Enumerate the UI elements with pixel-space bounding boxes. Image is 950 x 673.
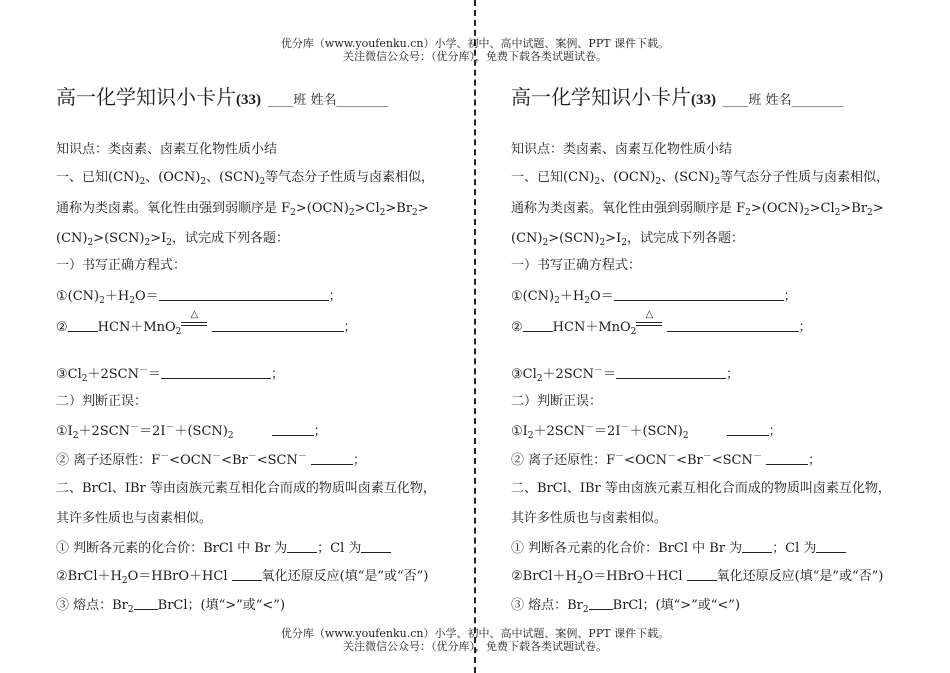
- text-fragment: 2: [81, 374, 88, 384]
- text-fragment: ，试完成下列各题：: [171, 231, 289, 246]
- text-fragment: ② 离子还原性：F: [511, 453, 616, 468]
- judge-2: [56, 452, 366, 469]
- text-fragment: 2: [175, 327, 182, 337]
- answer-blank[interactable]: [161, 366, 271, 379]
- answer-blank[interactable]: [616, 366, 726, 379]
- text-fragment: ；: [768, 424, 782, 439]
- text-fragment: >: [872, 201, 884, 216]
- text-fragment: 通称为类卤素。氧化性由强到弱顺序是 F: [56, 201, 291, 216]
- text-fragment: 2: [542, 238, 549, 248]
- equation-2: [56, 309, 357, 337]
- judge-2: [511, 452, 821, 469]
- text-fragment: ＝: [603, 367, 617, 382]
- text-fragment: －: [620, 423, 630, 433]
- text-fragment: ；: [726, 367, 740, 382]
- text-fragment: 2: [682, 431, 689, 441]
- text-fragment: 2: [867, 208, 873, 218]
- question-1: [511, 540, 846, 557]
- cut-line-divider: [474, 0, 476, 673]
- text-fragment: <OCN: [169, 453, 213, 468]
- text-fragment: <SCN: [256, 453, 298, 468]
- text-fragment: －: [752, 452, 762, 462]
- text-fragment: 2: [379, 208, 386, 218]
- interhalogen-intro-2: 其许多性质也与卤素相似。: [56, 511, 213, 526]
- text-fragment: ③Cl: [511, 367, 537, 382]
- text-fragment: ＋(SCN): [629, 424, 683, 439]
- text-fragment: ③ 熔点：Br: [511, 598, 583, 613]
- text-fragment: 2: [803, 208, 810, 218]
- heat-condition-icon: [636, 309, 662, 333]
- text-fragment: >Br: [840, 201, 868, 216]
- question-2: [511, 568, 883, 585]
- question-3: [511, 597, 740, 614]
- text-fragment: (CN): [511, 231, 543, 246]
- interhalogen-intro-1: 二、BrCl、IBr 等由卤族元素互相化合而成的物质叫卤素互化物，: [511, 481, 891, 496]
- text-fragment: ；: [343, 320, 357, 335]
- text-fragment: >Cl: [354, 201, 380, 216]
- text-fragment: 2: [99, 296, 105, 306]
- text-fragment: 、(OCN): [145, 170, 201, 185]
- intro-line-1: [56, 170, 434, 186]
- answer-blank[interactable]: [589, 597, 613, 610]
- text-fragment: 2: [129, 296, 135, 306]
- text-fragment: －: [139, 366, 149, 376]
- text-fragment: 一、已知(CN): [56, 170, 140, 185]
- text-fragment: <Br: [221, 453, 248, 468]
- text-fragment: ②: [56, 320, 68, 335]
- text-fragment: ；Cl 为: [317, 541, 362, 556]
- text-fragment: 等气态分子性质与卤素相似，: [720, 170, 890, 185]
- text-fragment: △: [190, 309, 199, 320]
- text-fragment: >: [417, 201, 429, 216]
- text-fragment: ＝2I: [594, 424, 621, 439]
- text-fragment: ＋2SCN: [542, 367, 594, 382]
- text-fragment: 一、已知(CN): [511, 170, 595, 185]
- text-fragment: 、(OCN): [600, 170, 656, 185]
- interhalogen-intro-1: 二、BrCl、IBr 等由卤族元素互相化合而成的物质叫卤素互化物，: [56, 481, 436, 496]
- answer-blank[interactable]: [232, 568, 262, 581]
- text-fragment: ；: [783, 289, 797, 304]
- text-fragment: ＋2SCN: [87, 367, 139, 382]
- answer-blank[interactable]: [766, 452, 808, 465]
- text-fragment: BrCl；(填“>”或“<”): [612, 598, 741, 613]
- text-fragment: －: [585, 423, 595, 433]
- equation-3: [511, 366, 739, 383]
- text-fragment: ；Cl 为: [772, 541, 817, 556]
- text-fragment: 2: [584, 296, 590, 306]
- answer-blank[interactable]: [727, 423, 769, 436]
- section-1-heading: 一）书写正确方程式：: [56, 258, 187, 273]
- answer-blank[interactable]: [159, 288, 329, 301]
- text-fragment: 通称为类卤素。氧化性由强到弱顺序是 F: [511, 201, 746, 216]
- text-fragment: 2: [72, 431, 79, 441]
- text-fragment: 2: [621, 238, 627, 248]
- name-class-field: ____班 姓名________: [267, 93, 389, 108]
- answer-blank[interactable]: [361, 540, 391, 553]
- answer-blank[interactable]: [134, 597, 158, 610]
- text-fragment: <OCN: [624, 453, 668, 468]
- text-fragment: 2: [227, 431, 234, 441]
- banner-line-2: 关注微信公众号：（优分库），免费下载各类试题试卷。: [343, 640, 607, 653]
- text-fragment: ＋2SCN: [533, 424, 586, 439]
- text-fragment: －: [165, 423, 175, 433]
- text-fragment: 氧化还原反应(填“是”或“否”): [716, 569, 884, 584]
- equation-2: [511, 309, 812, 337]
- text-fragment: ①(CN): [56, 289, 100, 304]
- answer-blank[interactable]: [523, 319, 553, 332]
- text-fragment: >(OCN): [750, 201, 804, 216]
- text-fragment: ＋H: [559, 289, 585, 304]
- intro-line-3: [511, 231, 744, 247]
- text-fragment: 2: [599, 238, 606, 248]
- text-fragment: >Br: [385, 201, 413, 216]
- name-class-field: ____班 姓名________: [722, 93, 844, 108]
- text-fragment: 等气态分子性质与卤素相似，: [265, 170, 435, 185]
- answer-blank[interactable]: [68, 319, 98, 332]
- text-fragment: >(OCN): [295, 201, 349, 216]
- text-fragment: (CN): [56, 231, 88, 246]
- heat-condition-icon: [181, 309, 207, 333]
- question-3: [56, 597, 285, 614]
- knowledge-point: 知识点：类卤素、卤素互化物性质小结: [56, 142, 278, 157]
- intro-line-2: [511, 201, 884, 217]
- text-fragment: ③Cl: [56, 367, 82, 382]
- text-fragment: －: [594, 366, 604, 376]
- text-fragment: ②: [511, 320, 523, 335]
- text-fragment: 2: [87, 238, 94, 248]
- banner-line-1: 优分库（www.youfenku.cn）小学、初中、高中试题、案例、PPT 课件下载。: [280, 627, 670, 640]
- judge-1: [511, 423, 782, 440]
- text-fragment: 2: [139, 177, 146, 187]
- intro-line-1: [511, 170, 889, 186]
- text-fragment: >(SCN): [93, 231, 145, 246]
- text-fragment: －: [130, 423, 140, 433]
- text-fragment: O＝: [134, 289, 159, 304]
- banner-line-2: 关注微信公众号：（优分库），免费下载各类试题试卷。: [343, 50, 607, 63]
- text-fragment: ③ 熔点：Br: [56, 598, 128, 613]
- text-fragment: －: [667, 452, 677, 462]
- text-fragment: 2: [348, 208, 355, 218]
- answer-blank[interactable]: [311, 452, 353, 465]
- text-fragment: 2: [259, 177, 266, 187]
- text-fragment: BrCl；(填“>”或“<”): [157, 598, 286, 613]
- section-2-heading: 二）判断正误：: [511, 394, 603, 409]
- footer-banner: [0, 627, 950, 653]
- equation-3: [56, 366, 284, 383]
- text-fragment: ；: [798, 320, 812, 335]
- text-fragment: ，试完成下列各题：: [626, 231, 744, 246]
- card-title: [56, 84, 389, 114]
- text-fragment: ① 判断各元素的化合价：BrCl 中 Br 为: [511, 541, 743, 556]
- text-fragment: 2: [536, 374, 543, 384]
- text-fragment: ；: [808, 453, 822, 468]
- text-fragment: ；: [271, 367, 285, 382]
- text-fragment: O＝HBrO＋HCl: [582, 569, 683, 584]
- text-fragment: >I: [150, 231, 167, 246]
- answer-blank[interactable]: [287, 540, 317, 553]
- text-fragment: ＝2I: [139, 424, 166, 439]
- text-fragment: ②BrCl＋H: [56, 569, 122, 584]
- text-fragment: ① 判断各元素的化合价：BrCl 中 Br 为: [56, 541, 288, 556]
- text-fragment: 2: [527, 431, 534, 441]
- text-fragment: 2: [127, 605, 134, 615]
- text-fragment: 2: [144, 238, 151, 248]
- text-fragment: 2: [582, 605, 589, 615]
- text-fragment: ①I: [56, 424, 73, 439]
- text-fragment: HCN＋MnO: [97, 320, 176, 335]
- answer-blank[interactable]: [272, 423, 314, 436]
- text-fragment: 2: [121, 576, 128, 586]
- text-fragment: 2: [290, 208, 296, 218]
- text-fragment: ；: [313, 424, 327, 439]
- text-fragment: >I: [605, 231, 622, 246]
- text-fragment: 2: [200, 177, 207, 187]
- answer-blank[interactable]: [742, 540, 772, 553]
- text-fragment: 高一化学知识小卡片: [511, 85, 691, 109]
- text-fragment: 、(SCN): [661, 170, 715, 185]
- text-fragment: 2: [594, 177, 601, 187]
- text-fragment: (33): [236, 92, 261, 108]
- text-fragment: O＝: [589, 289, 614, 304]
- section-1-heading: 一）书写正确方程式：: [511, 258, 642, 273]
- text-fragment: －: [160, 452, 170, 462]
- answer-blank[interactable]: [212, 319, 344, 332]
- text-fragment: 2: [630, 327, 637, 337]
- text-fragment: ＋H: [104, 289, 130, 304]
- text-fragment: (33): [691, 92, 716, 108]
- text-fragment: ①I: [511, 424, 528, 439]
- text-fragment: 2: [554, 296, 560, 306]
- interhalogen-intro-2: 其许多性质也与卤素相似。: [511, 511, 668, 526]
- text-fragment: <SCN: [711, 453, 753, 468]
- text-fragment: －: [212, 452, 222, 462]
- text-fragment: 2: [576, 576, 583, 586]
- text-fragment: 2: [412, 208, 418, 218]
- banner-line-1: 优分库（www.youfenku.cn）小学、初中、高中试题、案例、PPT 课件下载。: [280, 37, 670, 50]
- intro-line-2: [56, 201, 429, 217]
- section-2-heading: 二）判断正误：: [56, 394, 148, 409]
- text-fragment: O＝HBrO＋HCl: [127, 569, 228, 584]
- text-fragment: 氧化还原反应(填“是”或“否”): [261, 569, 429, 584]
- text-fragment: △: [645, 309, 654, 320]
- answer-blank[interactable]: [614, 288, 784, 301]
- judge-1: [56, 423, 327, 440]
- text-fragment: －: [702, 452, 712, 462]
- text-fragment: 高一化学知识小卡片: [56, 85, 236, 109]
- text-fragment: 2: [745, 208, 751, 218]
- text-fragment: >Cl: [809, 201, 835, 216]
- text-fragment: －: [247, 452, 257, 462]
- question-1: [56, 540, 391, 557]
- text-fragment: ＋(SCN): [174, 424, 228, 439]
- question-2: [56, 568, 428, 585]
- text-fragment: <Br: [676, 453, 703, 468]
- text-fragment: >(SCN): [548, 231, 600, 246]
- text-fragment: 2: [834, 208, 841, 218]
- knowledge-point: 知识点：类卤素、卤素互化物性质小结: [511, 142, 733, 157]
- text-fragment: 2: [714, 177, 721, 187]
- answer-blank[interactable]: [687, 568, 717, 581]
- text-fragment: ；: [353, 453, 367, 468]
- text-fragment: ② 离子还原性：F: [56, 453, 161, 468]
- text-fragment: －: [615, 452, 625, 462]
- text-fragment: ②BrCl＋H: [511, 569, 577, 584]
- card-title: [511, 84, 844, 114]
- text-fragment: －: [297, 452, 307, 462]
- answer-blank[interactable]: [816, 540, 846, 553]
- text-fragment: 2: [655, 177, 662, 187]
- answer-blank[interactable]: [667, 319, 799, 332]
- equation-1: [56, 288, 342, 305]
- text-fragment: ＋2SCN: [78, 424, 131, 439]
- text-fragment: ＝: [148, 367, 162, 382]
- text-fragment: 2: [166, 238, 172, 248]
- text-fragment: ；: [328, 289, 342, 304]
- text-fragment: 、(SCN): [206, 170, 260, 185]
- text-fragment: HCN＋MnO: [552, 320, 631, 335]
- text-fragment: ①(CN): [511, 289, 555, 304]
- equation-1: [511, 288, 797, 305]
- intro-line-3: [56, 231, 289, 247]
